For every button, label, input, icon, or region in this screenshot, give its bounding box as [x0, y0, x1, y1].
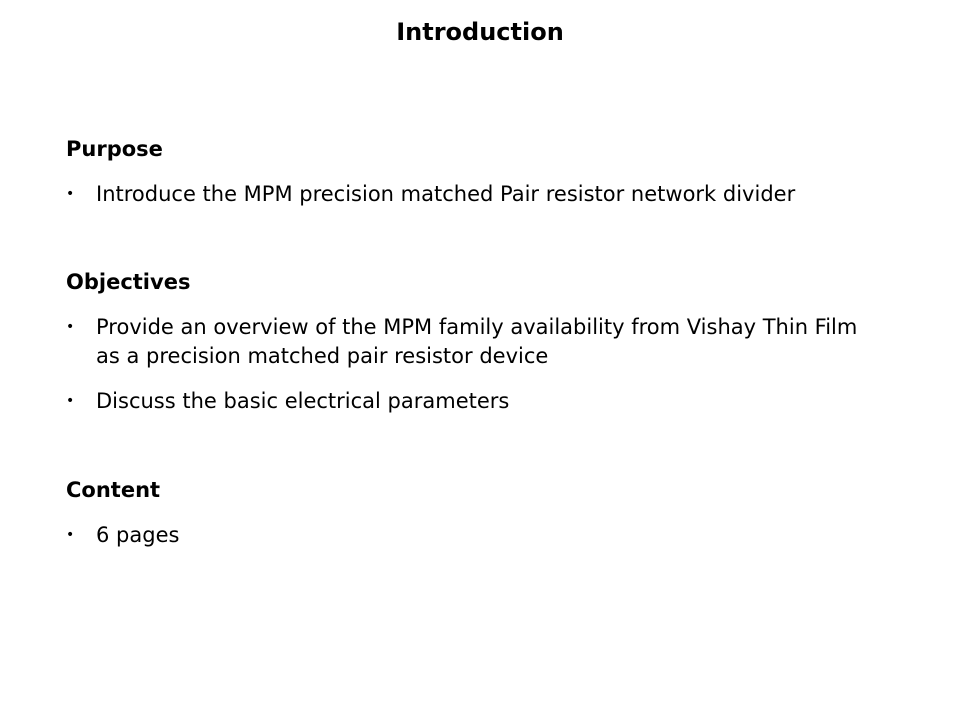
- bullet-item: [66, 180, 926, 209]
- bullet-dot-icon: •: [66, 393, 75, 409]
- section-purpose: [66, 135, 926, 209]
- slide-title: Introduction: [396, 18, 564, 46]
- bullet-item: [66, 387, 926, 416]
- bullet-text: Introduce the MPM precision matched Pair resistor network divider: [96, 182, 796, 206]
- bullet-text: Provide an overview of the MPM family availability from Vishay Thin Film as a precision matched pair resistor device: [96, 315, 858, 368]
- bullet-dot-icon: •: [66, 527, 75, 543]
- section-objectives: [66, 268, 926, 416]
- bullet-text: Discuss the basic electrical parameters: [96, 389, 510, 413]
- section-heading-purpose: Purpose: [66, 137, 163, 161]
- bullet-text: 6 pages: [96, 523, 180, 547]
- section-heading-objectives: Objectives: [66, 270, 191, 294]
- section-content: [66, 476, 926, 550]
- bullet-item: [66, 313, 886, 371]
- bullet-list-objectives: [66, 313, 926, 416]
- bullet-dot-icon: •: [66, 319, 75, 335]
- bullet-list-content: [66, 521, 926, 550]
- section-heading-content: Content: [66, 478, 161, 502]
- bullet-dot-icon: •: [66, 186, 75, 202]
- bullet-list-purpose: [66, 180, 926, 209]
- bullet-item: [66, 521, 926, 550]
